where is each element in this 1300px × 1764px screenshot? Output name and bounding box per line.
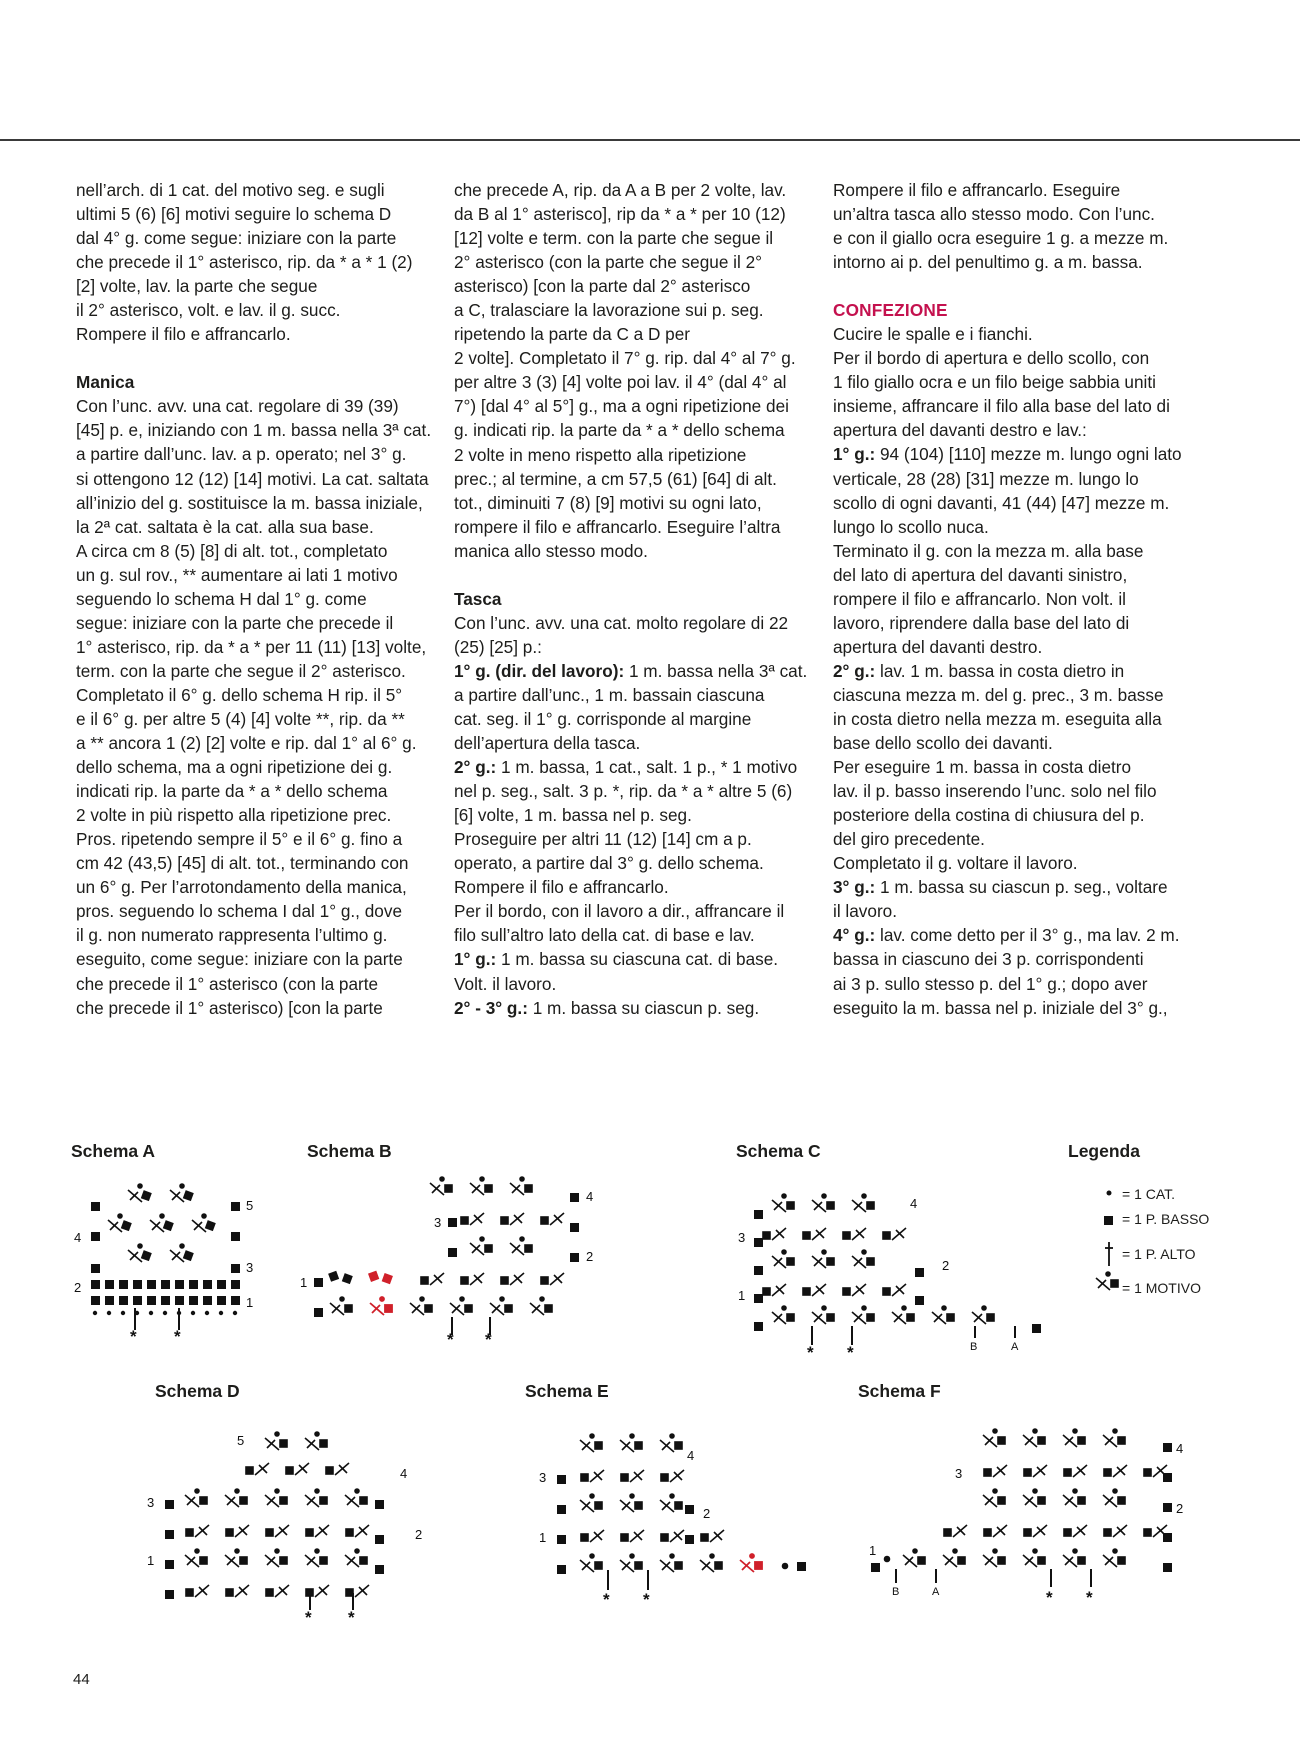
svg-text:2: 2 bbox=[415, 1527, 423, 1542]
top-rule bbox=[0, 139, 1300, 141]
svg-text:2: 2 bbox=[703, 1506, 711, 1521]
svg-text:4: 4 bbox=[1176, 1441, 1184, 1456]
svg-text:3: 3 bbox=[147, 1495, 155, 1510]
schema-c-title: Schema C bbox=[736, 1141, 821, 1161]
text-column-1 bbox=[76, 178, 436, 1020]
legend-cat-icon bbox=[1107, 1191, 1112, 1196]
legend-motivo: = 1 MOTIVO bbox=[1122, 1280, 1201, 1296]
text-column-3: Rompere il filo e affrancarlo. Eseguire un’altra tasca allo stesso modo. Con l’unc. e con il giallo ocra eseguire 1 g. a mezze m. intorno ai p. del penultimo g. a m. bassa. CONFEZIONE Cucire le spalle e i fianchi. Per il bordo di apertura e dello scollo, con 1 filo giallo ocra e un filo beige sabbia uniti insieme, affrancare il filo alla base del lato di apertura del davanti destro e lav.: 1° g.: 94 (104) [110] mezze m. lungo ogni lato verticale, 28 (28) [31] mezze m. lungo lo scollo di ogni davanti, 41 (44) [47] mezze m. lungo lo scollo nuca. Terminato il g. con la mezza m. alla base del lato di apertura del davanti sinistro, rompere il filo e affrancarlo. Non volt. il lavoro, riprendere dalla base del lato di apertura del davanti destro. 2° g.: lav. 1 m. bassa in costa dietro in ciascuna mezza m. del g. prec., 3 m. basse in costa dietro nella mezza m. eseguita alla base dello scollo dei davanti. Per eseguire 1 m. bassa in costa dietro lav. il p. basso inserendo l’unc. solo nel filo posteriore della costina di chiusura del p. del giro precedente. Completato il g. voltare il lavoro. 3° g.: 1 m. bassa su ciascun p. seg., voltare il lavoro. 4° g.: lav. come detto per il 3° g., ma lav. 2 m. bassa in ciascuno dei 3 p. corrispondenti ai 3 p. sullo stesso p. del 1° g.; dopo aver eseguito la m. bassa nel p. iniziale del 3° g., bbox=[833, 178, 1193, 1020]
schema-b-squares bbox=[314, 1193, 579, 1317]
schema-a-stems bbox=[135, 1308, 179, 1330]
schema-a-motifs bbox=[108, 1184, 215, 1262]
heading-manica: Manica bbox=[76, 372, 135, 393]
svg-text:*: * bbox=[174, 1327, 181, 1346]
svg-text:3: 3 bbox=[539, 1470, 547, 1485]
svg-text:*: * bbox=[348, 1608, 355, 1627]
schema-a-labels bbox=[74, 1198, 253, 1346]
schema-e-chart bbox=[535, 1425, 815, 1625]
svg-text:*: * bbox=[485, 1330, 492, 1349]
legend-title: Legenda bbox=[1068, 1141, 1140, 1161]
schema-c-labels bbox=[738, 1196, 1019, 1362]
schema-c-squares bbox=[754, 1210, 1041, 1333]
schema-e-labels bbox=[539, 1448, 710, 1609]
svg-text:1: 1 bbox=[539, 1530, 547, 1545]
svg-text:3: 3 bbox=[434, 1215, 442, 1230]
svg-text:1: 1 bbox=[869, 1543, 877, 1558]
svg-text:1: 1 bbox=[147, 1553, 155, 1568]
schema-a-dots bbox=[93, 1311, 237, 1315]
svg-text:*: * bbox=[130, 1327, 137, 1346]
col2-para-1: che precede A, rip. da A a B per 2 volte, lav. da B al 1° asterisco], rip da * a * per 10 (12) [12] volte e term. con la parte che segue il 2° asterisco (con la parte che segue il 2° asterisco) [con la parte dal 2° asterisco a C, tralasciare la lavorazione sui p. seg. ripetendo la parte da C a D per 2 volte]. Completato il 7° g. rip. dal 4° al 7° g. per altre 3 (3) [4] volte poi lav. il 4° (dal 4° al 7°) [dal 4° al 5°] g., ma a ogni ripetizione dei g. indicati rip. la parte da * a * dello schema 2 volte in meno rispetto alla ripetizione prec.; al termine, a cm 57,5 (61) [64] di alt. tot., diminuiti 7 (8) [9] motivi su ogni lato, rompere il filo e affrancarlo. Eseguire l’altra manica allo stesso modo. bbox=[454, 180, 796, 561]
legend-alto: = 1 P. ALTO bbox=[1122, 1246, 1196, 1262]
schema-d-motifs bbox=[185, 1432, 369, 1597]
svg-text:4: 4 bbox=[687, 1448, 695, 1463]
svg-text:4: 4 bbox=[400, 1466, 408, 1481]
svg-text:*: * bbox=[447, 1330, 454, 1349]
schema-b-motifs bbox=[329, 1177, 564, 1315]
schema-b-red-motif bbox=[369, 1272, 392, 1315]
legend-alto-icon bbox=[1105, 1242, 1113, 1266]
text-column-2: che precede A, rip. da A a B per 2 volte, lav. da B al 1° asterisco], rip da * a * per 10 (12) [12] volte e term. con la parte che segue il 2° asterisco (con la parte che segue il 2° asterisco) [con la parte dal 2° asterisco a C, tralasciare la lavorazione sui p. seg. ripetendo la parte da C a D per 2 volte]. Completato il 7° g. rip. dal 4° al 7° g. per altre 3 (3) [4] volte poi lav. il 4° (dal 4° al 7°) [dal 4° al 5°] g., ma a ogni ripetizione dei g. indicati rip. la parte da * a * dello schema 2 volte in meno rispetto alla ripetizione prec.; al termine, a cm 57,5 (61) [64] di alt. tot., diminuiti 7 (8) [9] motivi su ogni lato, rompere il filo e affrancarlo. Eseguire l’altra manica allo stesso modo. Tasca Con l’unc. avv. una cat. molto regolare di 22 (25) [25] p.: 1° g. (dir. del lavoro): 1 m. bassa nella 3ª cat. a partire dall’unc., 1 m. bassain ciascuna cat. seg. il 1° g. corrisponde al margine dell’apertura della tasca. 2° g.: 1 m. bassa, 1 cat., salt. 1 p., * 1 motivo nel p. seg., salt. 3 p. *, rip. da * a * altre 5 (6) [6] volte, 1 m. bassa nel p. seg. Proseguire per altri 11 (12) [14] cm a p. operato, a partire dal 3° g. dello schema. Rompere il filo e affrancarlo. Per il bordo, con il lavoro a dir., affrancare il filo sull’altro lato della cat. di base e lav. 1° g.: 1 m. bassa su ciascuna cat. di base. Volt. il lavoro. 2° - 3° g.: 1 m. bassa su ciascun p. seg. bbox=[454, 178, 814, 1020]
svg-text:3: 3 bbox=[246, 1260, 254, 1275]
svg-text:1: 1 bbox=[738, 1288, 746, 1303]
schema-e-stems bbox=[608, 1570, 648, 1590]
svg-text:1: 1 bbox=[246, 1295, 254, 1310]
legend-basso-icon bbox=[1104, 1216, 1113, 1225]
svg-text:2: 2 bbox=[942, 1258, 950, 1273]
schema-e-red-motif bbox=[740, 1554, 762, 1572]
schema-a-title: Schema A bbox=[71, 1141, 155, 1161]
svg-text:B: B bbox=[970, 1341, 978, 1353]
svg-text:*: * bbox=[643, 1590, 650, 1609]
heading-confezione: CONFEZIONE bbox=[833, 300, 948, 321]
svg-text:4: 4 bbox=[586, 1189, 594, 1204]
schema-e-squares bbox=[557, 1475, 806, 1574]
schema-f-stems bbox=[896, 1569, 1091, 1587]
svg-text:5: 5 bbox=[246, 1198, 254, 1213]
legend-cat: = 1 CAT. bbox=[1122, 1186, 1176, 1202]
schema-e-motifs bbox=[580, 1434, 788, 1572]
schema-b-labels bbox=[300, 1189, 593, 1349]
schema-c-motifs bbox=[763, 1194, 994, 1324]
page-number: 44 bbox=[73, 1671, 90, 1688]
schema-c-stems bbox=[812, 1326, 1015, 1345]
svg-text:5: 5 bbox=[237, 1433, 245, 1448]
svg-text:3: 3 bbox=[738, 1230, 746, 1245]
schema-f-chart bbox=[863, 1415, 1203, 1615]
svg-text:4: 4 bbox=[74, 1230, 82, 1245]
svg-text:*: * bbox=[1086, 1588, 1093, 1607]
svg-text:*: * bbox=[847, 1343, 854, 1362]
svg-text:2: 2 bbox=[1176, 1501, 1184, 1516]
svg-text:4: 4 bbox=[910, 1196, 918, 1211]
svg-text:*: * bbox=[603, 1590, 610, 1609]
schema-b-title: Schema B bbox=[307, 1141, 392, 1161]
schema-d-title: Schema D bbox=[155, 1381, 240, 1401]
schema-f-title: Schema F bbox=[858, 1381, 941, 1401]
schema-a-squares bbox=[91, 1202, 240, 1305]
svg-text:*: * bbox=[305, 1608, 312, 1627]
svg-text:A: A bbox=[1011, 1341, 1019, 1353]
col1-para-2: Con l’unc. avv. una cat. regolare di 39 (39) [45] p. e, iniziando con 1 m. bassa nella 3ª cat. a partire dall’unc. lav. a p. operato; nel 3° g. si ottengono 12 (12) [14] motivi. La cat. saltata all’inizio del g. sostituisce la m. bassa iniziale, la 2ª cat. saltata è la cat. alla sua base. A circa cm 8 (5) [8] di alt. tot., completato un g. sul rov., ** aumentare ai lati 1 motivo seguendo lo schema H dal 1° g. come segue: iniziare con la parte che precede il 1° asterisco, rip. da * a * per 11 (11) [13] volte, term. con la parte che segue il 2° asterisco. Completato il 6° g. dello schema H rip. il 5° e il 6° g. per altre 5 (4) [4] volte **, rip. da ** a ** ancora 1 (2) [2] volte e rip. dal 1° al 6° g. dello schema, ma a ogni ripetizione dei g. indicati rip. la parte da * a * dello schema 2 volte in più rispetto alla ripetizione prec. Pros. ripetendo sempre il 5° e il 6° g. fino a cm 42 (43,5) [45] di alt. tot., terminando con un 6° g. Per l’arrotondamento della manica, pros. seguendo lo schema I dal 1° g., dove il g. non numerato rappresenta l’ultimo g. eseguito, come segue: iniziare con la parte che precede il 1° asterisco (con la parte che precede il 1° asterisco) [con la parte bbox=[76, 396, 432, 1018]
schema-a-chart bbox=[70, 1180, 254, 1346]
schema-b-chart bbox=[300, 1175, 600, 1349]
legend-motivo-icon bbox=[1096, 1272, 1118, 1290]
svg-text:B: B bbox=[892, 1586, 900, 1598]
schema-d-chart bbox=[145, 1425, 445, 1625]
svg-text:*: * bbox=[1046, 1588, 1053, 1607]
heading-tasca: Tasca bbox=[454, 588, 502, 609]
schema-f-motifs bbox=[885, 1429, 1168, 1567]
svg-text:3: 3 bbox=[955, 1466, 963, 1481]
schema-c-chart bbox=[732, 1180, 1052, 1362]
legend-basso: = 1 P. BASSO bbox=[1122, 1211, 1210, 1227]
svg-text:A: A bbox=[932, 1586, 940, 1598]
svg-text:1: 1 bbox=[300, 1275, 308, 1290]
svg-text:2: 2 bbox=[586, 1249, 594, 1264]
col1-para-1: nell’arch. di 1 cat. del motivo seg. e sugli ultimi 5 (6) [6] motivi seguire lo schema D dal 4° g. come segue: iniziare con la parte che precede il 1° asterisco, rip. da * a * 1 (2) [2] volte, lav. la parte che segue il 2° asterisco, volt. e lav. il g. succ. Rompere il filo e affrancarlo. bbox=[76, 180, 413, 345]
svg-text:*: * bbox=[807, 1343, 814, 1362]
svg-text:2: 2 bbox=[74, 1280, 82, 1295]
schema-e-title: Schema E bbox=[525, 1381, 609, 1401]
schema-f-labels bbox=[869, 1441, 1183, 1607]
